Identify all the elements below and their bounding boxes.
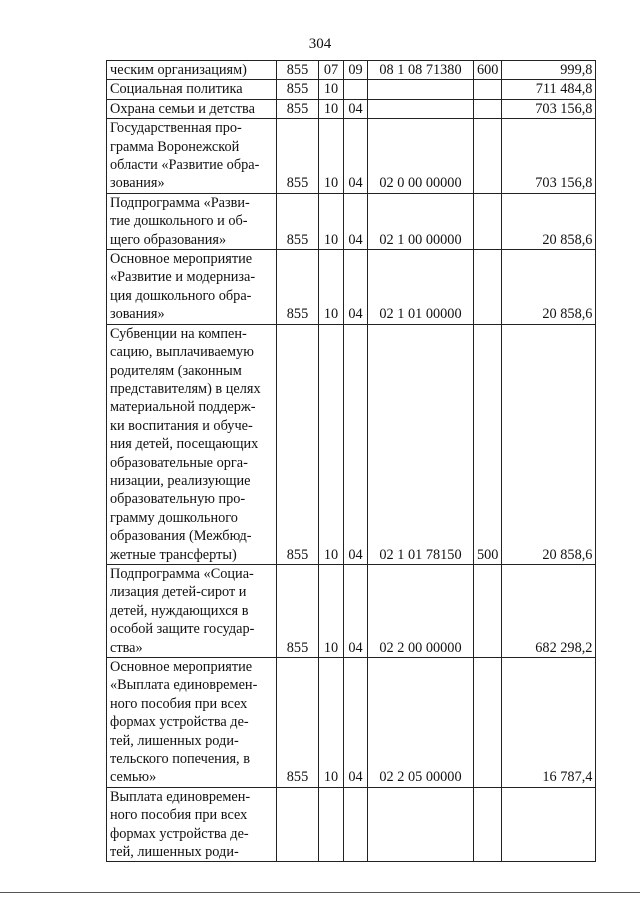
table-body xyxy=(107,61,596,862)
row-name-cell: Подпрограмма «Разви- тие дошкольного и об- щего образования» xyxy=(107,193,277,249)
row-name-cell: Выплата единовремен- ного пособия при всех формах устройства де- тей, лишенных роди- xyxy=(107,787,277,862)
section-code-cell: 10 xyxy=(319,99,344,118)
row-name-cell: Подпрограмма «Социа- лизация детей-сирот и детей, нуждающихся в особой защите государ- ства» xyxy=(107,564,277,657)
target-article-code-cell xyxy=(368,787,474,862)
section-code-cell xyxy=(319,787,344,862)
bottom-rule xyxy=(0,892,640,893)
expense-type-code-cell xyxy=(474,787,502,862)
table-row xyxy=(107,80,596,99)
expense-type-code-cell xyxy=(474,193,502,249)
amount-cell: 703 156,8 xyxy=(502,119,596,194)
subsection-code-cell: 04 xyxy=(344,99,368,118)
amount-cell: 711 484,8 xyxy=(502,80,596,99)
page-number: 304 xyxy=(308,36,332,52)
expense-type-code-cell xyxy=(474,658,502,788)
target-article-code-cell: 02 2 00 00000 xyxy=(368,564,474,657)
table-row xyxy=(107,99,596,118)
section-code-cell: 10 xyxy=(319,250,344,325)
subsection-code-cell: 04 xyxy=(344,250,368,325)
expense-type-code-cell xyxy=(474,119,502,194)
table-row xyxy=(107,658,596,788)
subsection-code-cell: 04 xyxy=(344,658,368,788)
subsection-code-cell xyxy=(344,787,368,862)
grbs-code-cell: 855 xyxy=(277,658,319,788)
grbs-code-cell: 855 xyxy=(277,80,319,99)
subsection-code-cell: 09 xyxy=(344,61,368,80)
grbs-code-cell xyxy=(277,787,319,862)
target-article-code-cell: 02 1 01 00000 xyxy=(368,250,474,325)
amount-cell: 20 858,6 xyxy=(502,193,596,249)
expense-type-code-cell xyxy=(474,99,502,118)
row-name-cell: Охрана семьи и детства xyxy=(107,99,277,118)
amount-cell: 999,8 xyxy=(502,61,596,80)
expense-type-code-cell xyxy=(474,564,502,657)
row-name-cell: Государственная про- грамма Воронежской области «Развитие обра- зования» xyxy=(107,119,277,194)
amount-cell: 682 298,2 xyxy=(502,564,596,657)
section-code-cell: 10 xyxy=(319,80,344,99)
grbs-code-cell: 855 xyxy=(277,250,319,325)
subsection-code-cell: 04 xyxy=(344,564,368,657)
subsection-code-cell: 04 xyxy=(344,324,368,564)
target-article-code-cell: 02 1 00 00000 xyxy=(368,193,474,249)
subsection-code-cell: 04 xyxy=(344,119,368,194)
expense-type-code-cell: 600 xyxy=(474,61,502,80)
table-row xyxy=(107,324,596,564)
section-code-cell: 10 xyxy=(319,119,344,194)
grbs-code-cell: 855 xyxy=(277,99,319,118)
row-name-cell: Социальная политика xyxy=(107,80,277,99)
table-row xyxy=(107,119,596,194)
target-article-code-cell xyxy=(368,80,474,99)
target-article-code-cell: 02 0 00 00000 xyxy=(368,119,474,194)
section-code-cell: 10 xyxy=(319,564,344,657)
subsection-code-cell: 04 xyxy=(344,193,368,249)
subsection-code-cell xyxy=(344,80,368,99)
grbs-code-cell: 855 xyxy=(277,564,319,657)
table-row xyxy=(107,787,596,862)
expense-type-code-cell: 500 xyxy=(474,324,502,564)
section-code-cell: 10 xyxy=(319,658,344,788)
amount-cell: 703 156,8 xyxy=(502,99,596,118)
amount-cell xyxy=(502,787,596,862)
amount-cell: 20 858,6 xyxy=(502,324,596,564)
section-code-cell: 10 xyxy=(319,193,344,249)
target-article-code-cell: 02 1 01 78150 xyxy=(368,324,474,564)
row-name-cell: Субвенции на компен- сацию, выплачиваемую родителям (законным представителям) в целях материальной поддерж- ки воспитания и обуче- ния детей, посещающих образовательные орга- низации, реализующие образовательную про- грамму дошкольного образования (Межбюд- жетные трансферты) xyxy=(107,324,277,564)
grbs-code-cell: 855 xyxy=(277,193,319,249)
section-code-cell: 07 xyxy=(319,61,344,80)
grbs-code-cell: 855 xyxy=(277,119,319,194)
row-name-cell: ческим организациям) xyxy=(107,61,277,80)
row-name-cell: Основное мероприятие «Выплата единовремен- ного пособия при всех формах устройства де- тей, лишенных роди- тельского попечения, в семью» xyxy=(107,658,277,788)
grbs-code-cell: 855 xyxy=(277,324,319,564)
target-article-code-cell: 08 1 08 71380 xyxy=(368,61,474,80)
expense-type-code-cell xyxy=(474,80,502,99)
section-code-cell: 10 xyxy=(319,324,344,564)
table-row xyxy=(107,193,596,249)
row-name-cell: Основное мероприятие «Развитие и модерниза- ция дошкольного обра- зования» xyxy=(107,250,277,325)
target-article-code-cell: 02 2 05 00000 xyxy=(368,658,474,788)
budget-table xyxy=(106,60,596,862)
amount-cell: 20 858,6 xyxy=(502,250,596,325)
table-row xyxy=(107,250,596,325)
amount-cell: 16 787,4 xyxy=(502,658,596,788)
target-article-code-cell xyxy=(368,99,474,118)
expense-type-code-cell xyxy=(474,250,502,325)
table-row xyxy=(107,564,596,657)
table-row xyxy=(107,61,596,80)
grbs-code-cell: 855 xyxy=(277,61,319,80)
